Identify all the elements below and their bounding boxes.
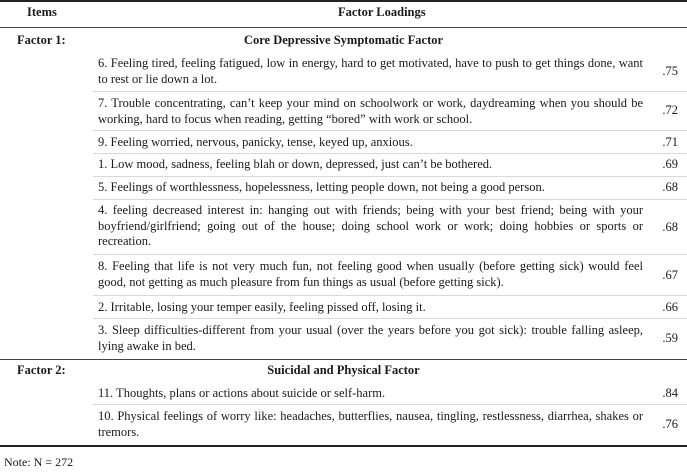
- item-text: 9. Feeling worried, nervous, panicky, tense, keyed up, anxious.: [98, 135, 413, 149]
- item-loading: .67: [662, 268, 678, 282]
- item-text: 4. feeling decreased interest in: hanging out with friends; being with your best friend; being with your boyfriend/girlfriend; going out of the house; doing school work or work; doing hobbies or sports or recreation.: [98, 203, 643, 248]
- factor-label: Factor 2:: [17, 363, 66, 377]
- row-separator: [93, 130, 687, 131]
- row-separator: [93, 318, 687, 319]
- item-text: 11. Thoughts, plans or actions about suicide or self-harm.: [98, 386, 386, 400]
- factor-title: Core Depressive Symptomatic Factor: [243, 33, 444, 47]
- item-loading: .71: [662, 135, 678, 149]
- item-text: 2. Irritable, losing your temper easily, feeling pissed off, losing it.: [98, 300, 426, 314]
- item-text: 5. Feelings of worthlessness, hopelessness, letting people down, not being a good person.: [98, 180, 545, 194]
- factor-title: Suicidal and Physical Factor: [267, 363, 420, 377]
- item-loading: .72: [662, 103, 678, 117]
- item-loading: .84: [662, 386, 678, 400]
- item-text: 6. Feeling tired, feeling fatigued, low in energy, hard to get motivated, have to push to get things done, want to rest or lie down a lot.: [98, 56, 643, 86]
- item-text: 8. Feeling that life is not very much fun, not feeling good when usually (before getting sick) would feel good, not getting as much pleasure from fun things as usual (before getting sick).: [98, 259, 643, 289]
- top-rule: [0, 0, 687, 2]
- row-separator: [93, 404, 687, 405]
- item-loading: .68: [662, 220, 678, 234]
- item-loading: .66: [662, 300, 678, 314]
- item-loading: .69: [662, 157, 678, 171]
- row-separator: [93, 254, 687, 255]
- column-header-items: Items: [27, 5, 57, 19]
- item-text: 7. Trouble concentrating, can’t keep your mind on schoolwork or work, daydreaming when you should be working, hard to focus when reading, getting “bored” with work or school.: [98, 96, 643, 126]
- factor-rule: [0, 359, 687, 360]
- table-note: Note: N = 272: [4, 455, 74, 469]
- item-text: 1. Low mood, sadness, feeling blah or down, depressed, just can’t be bothered.: [98, 157, 493, 171]
- item-text: 10. Physical feelings of worry like: headaches, butterflies, nausea, tingling, restlessness, diarrhea, shakes or tremors.: [98, 409, 643, 439]
- item-loading: .75: [662, 64, 678, 78]
- item-text: 3. Sleep difficulties-different from your usual (over the years before you got sick): trouble falling asleep, lying awake in bed.: [98, 323, 643, 353]
- row-separator: [93, 176, 687, 177]
- item-loading: .76: [662, 417, 678, 431]
- factor-label: Factor 1:: [17, 33, 66, 47]
- item-loading: .59: [662, 331, 678, 345]
- row-separator: [93, 153, 687, 154]
- column-header-factor-loadings: Factor Loadings: [338, 5, 426, 19]
- row-separator: [93, 295, 687, 296]
- bottom-rule: [0, 445, 687, 447]
- item-loading: .68: [662, 180, 678, 194]
- header-rule: [0, 27, 687, 28]
- row-separator: [93, 199, 687, 200]
- row-separator: [93, 91, 687, 92]
